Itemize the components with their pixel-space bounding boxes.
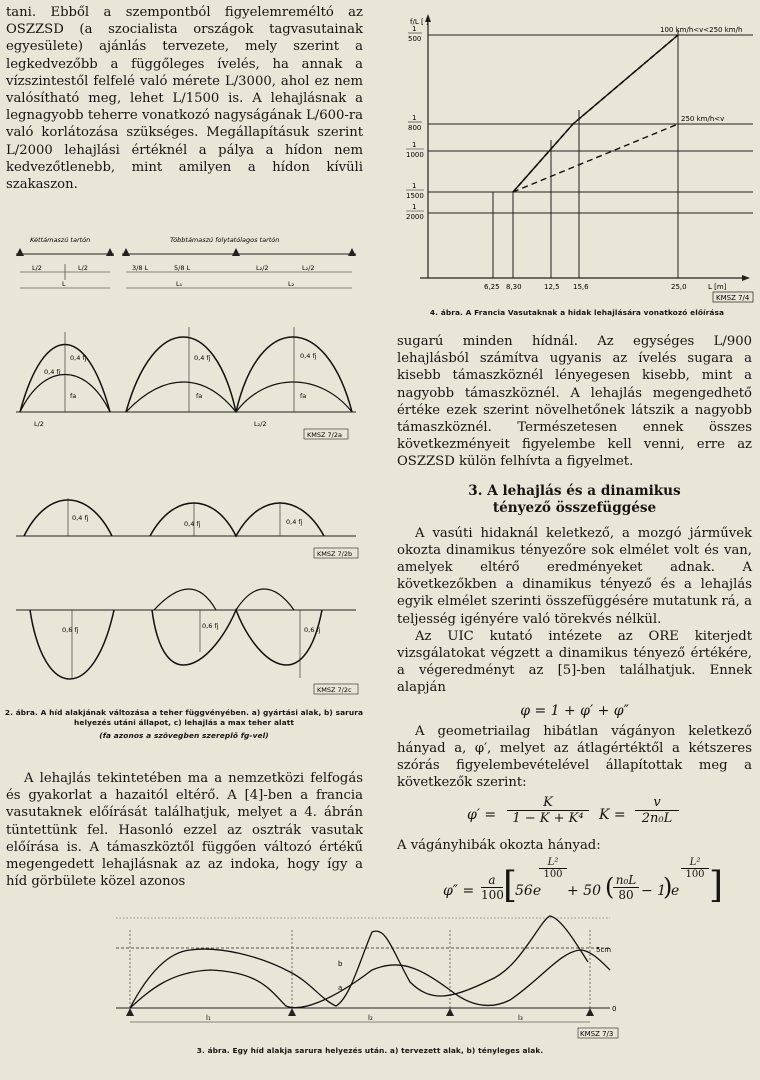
figure-4-caption: 4. ábra. A Francia Vasutaknak a hidak lehajlására vonatkozó előírása	[429, 308, 725, 317]
y-tick-4	[406, 182, 424, 200]
figure-3-caption: 3. ábra. Egy híd alakja sarura helyezés után. a) tervezett alak, b) tényleges alak.	[196, 1046, 544, 1055]
x-tick-3: 12,5	[544, 283, 560, 291]
equation-2: φ′ = K 1 − K + K⁴ K = v 2n₀L	[397, 793, 752, 837]
svg-text:L/2: L/2	[32, 264, 42, 272]
svg-text:1: 1	[412, 203, 417, 211]
svg-text:0,4 fj: 0,4 fj	[44, 368, 61, 376]
figure-3-drawing	[110, 910, 640, 1045]
x-tick-5: 25,0	[671, 283, 687, 291]
svg-text:fa: fa	[300, 392, 307, 400]
svg-text:0,6 fj: 0,6 fj	[202, 622, 219, 630]
svg-text:3/8 L: 3/8 L	[132, 264, 149, 272]
x-tick-4: 15,6	[573, 283, 589, 291]
svg-text:0,4 fj: 0,4 fj	[194, 354, 211, 362]
label-left: Kéttámaszú tartón	[30, 236, 91, 244]
span-l1: l₁	[206, 1014, 211, 1022]
svg-text:1000: 1000	[406, 151, 424, 159]
label-5cm: 5cm	[596, 946, 612, 954]
y-tick-2	[408, 114, 422, 132]
svg-text:0,6 fj: 0,6 fj	[62, 626, 79, 634]
svg-text:KMSZ 7/2c: KMSZ 7/2c	[317, 686, 352, 694]
figure-2-caption: 2. ábra. A híd alakjának változása a teher függvényében. a) gyártási alak, b) sarura helyezés utáni állapot, c) lehajlás a max teher alatt	[4, 708, 364, 727]
body-paragraph: sugarú minden hídnál. Az egységes L/900 lehajlásból számítva ugyanis az ívelés sugara a kisebb támaszköznél lényegesen kisebb, mint a nagyobb támaszköznél. A lehajlás megengedhető értéke ezek szerint növelhetőnek látszik a nagyobb támaszköznél. Természetesen ennek összes következményeit figyelembe kell venni, erre az OSZZSD külön felhívta a figyelmet.	[397, 334, 752, 470]
svg-text:fa: fa	[196, 392, 203, 400]
svg-text:5/8 L: 5/8 L	[174, 264, 191, 272]
svg-text:500: 500	[408, 35, 422, 43]
figure-2	[4, 232, 364, 752]
svg-text:1: 1	[412, 141, 417, 149]
section-heading: 3. A lehajlás és a dinamikus tényező összefüggése	[468, 482, 681, 516]
series-line-dashed	[513, 35, 678, 192]
svg-text:L₂: L₂	[288, 280, 295, 288]
x-axis-label: L [m]	[708, 283, 727, 291]
svg-text:KMSZ 7/2a: KMSZ 7/2a	[307, 431, 342, 439]
equation-3: φ″ = a 100 [ 56e L² 100 + 50 ( n₀L 80 − 1 ) e L² 100 ]	[443, 856, 724, 906]
svg-text:L/2: L/2	[78, 264, 88, 272]
svg-text:1500: 1500	[406, 192, 424, 200]
svg-text:L/2: L/2	[34, 420, 44, 428]
curve-a	[130, 950, 610, 1008]
figure-2-caption-note: (fa azonos a szövegben szereplő fg-vel)	[99, 731, 269, 740]
svg-text:1: 1	[412, 25, 417, 33]
y-tick-1	[408, 25, 422, 43]
body-paragraph: A lehajlás tekintetében ma a nemzetközi felfogás és gyakorlat a hazaitól eltérő. A [4]-ben a francia vasutaknek előírását találhatjuk, melyet a 4. ábrán tüntettünk fel. Hasonló ezzel az osztrák vasutak előírása is. A támaszköztől függően változó értékű megengedett lehajlásnak az az indoka, hogy így a híd görbülete közel azonos	[6, 771, 363, 890]
label-top: 100 km/h<v<250 km/h	[660, 26, 743, 34]
equation-1: φ = 1 + φ′ + φ″	[520, 702, 629, 719]
left-text-top	[6, 4, 363, 193]
label-a: a	[338, 984, 343, 992]
label-right: Többtámaszú folytatólagos tartón	[170, 236, 280, 244]
series-line-upper	[513, 35, 678, 192]
label-zero: 0	[612, 1005, 617, 1013]
left-text-bottom	[6, 770, 363, 890]
figure-2-drawing	[4, 232, 364, 702]
figure-4	[398, 10, 756, 320]
svg-text:0,4 fj: 0,4 fj	[286, 518, 303, 526]
svg-text:1: 1	[412, 114, 417, 122]
body-paragraph: tani. Ebből a szempontból figyelemreméltó az OSZZSD (a szocialista országok tagvasutainak egyesülete) ajánlás tervezete, mely szerint a legkedvezőbb a függőleges ívelés, ha annak a vízszintestől felfelé való mérete L/3000, ahol ez nem valósítható meg, lehet L/1500 is. A lehajlásnak a legnagyobb teherre vonatkozó nagyságának L/600-ra való korlátozása szükséges. Megállapításuk szerint L/2000 lehajlási értéknél a pálya a hídon nem kedvezőtlenebb, mint amilyen a hídon kívüli szakaszon.	[6, 5, 363, 193]
svg-text:KMSZ 7/2b: KMSZ 7/2b	[317, 550, 353, 558]
svg-text:L₂/2: L₂/2	[256, 264, 269, 272]
svg-text:2000: 2000	[406, 213, 424, 221]
series-line-250	[513, 124, 678, 192]
svg-text:L₁: L₁	[176, 280, 183, 288]
figure-3	[110, 910, 640, 1076]
svg-text:1: 1	[412, 182, 417, 190]
x-axis-arrow-icon	[742, 275, 750, 281]
svg-text:0,4 fj: 0,4 fj	[70, 354, 87, 362]
svg-text:L: L	[62, 280, 66, 288]
figure-tag: KMSZ 7/4	[716, 294, 750, 302]
body-paragraph: A vágányhibák okozta hányad:	[397, 838, 601, 854]
svg-text:0,4 fj: 0,4 fj	[300, 352, 317, 360]
body-paragraph: A vasúti hidaknál keletkező, a mozgó járművek okozta dinamikus tényezőre sok elmélet volt és van, amelyek eltérő eredményeket adnak. A következőkben a dinamikus tényező és a lehajlás egyik elmélet szerinti összefüggésére mutatunk rá, a teljesség igényére való törekvés nélkül.	[397, 525, 752, 627]
figure-tag: KMSZ 7/3	[580, 1030, 614, 1038]
y-axis-label: f/L [ ]	[410, 18, 429, 26]
body-paragraph: Az UIC kutató intézete az ORE kiterjedt vizsgálatokat végzett a dinamikus tényező értékére, a végeredményt az [5]-ben találhatjuk. Ennek alapján	[397, 628, 752, 696]
svg-text:0,6 fj: 0,6 fj	[304, 626, 321, 634]
svg-text:fa: fa	[70, 392, 77, 400]
svg-text:0,4 fj: 0,4 fj	[72, 514, 89, 522]
svg-text:800: 800	[408, 124, 422, 132]
span-l2: l₂	[368, 1014, 373, 1022]
svg-text:0,4 fj: 0,4 fj	[184, 520, 201, 528]
svg-text:L₂/2: L₂/2	[254, 420, 267, 428]
x-tick-1: 6,25	[484, 283, 500, 291]
body-paragraph: A geometriailag hibátlan vágányon keletkező hányad a, φ′, melyet az átlagértéktől a kétszeres szórás figyelembevételével állapítottak meg a következők szerint:	[397, 723, 752, 791]
span-l3: l₃	[518, 1014, 523, 1022]
label-b: b	[338, 960, 343, 968]
x-tick-2: 8,30	[506, 283, 522, 291]
right-text	[397, 333, 752, 921]
figure-4-chart	[398, 10, 756, 310]
label-mid: 250 km/h<v	[681, 115, 725, 123]
curve-b	[130, 916, 588, 1008]
y-tick-3	[406, 141, 424, 159]
svg-text:L₂/2: L₂/2	[302, 264, 315, 272]
y-tick-5	[406, 203, 424, 221]
